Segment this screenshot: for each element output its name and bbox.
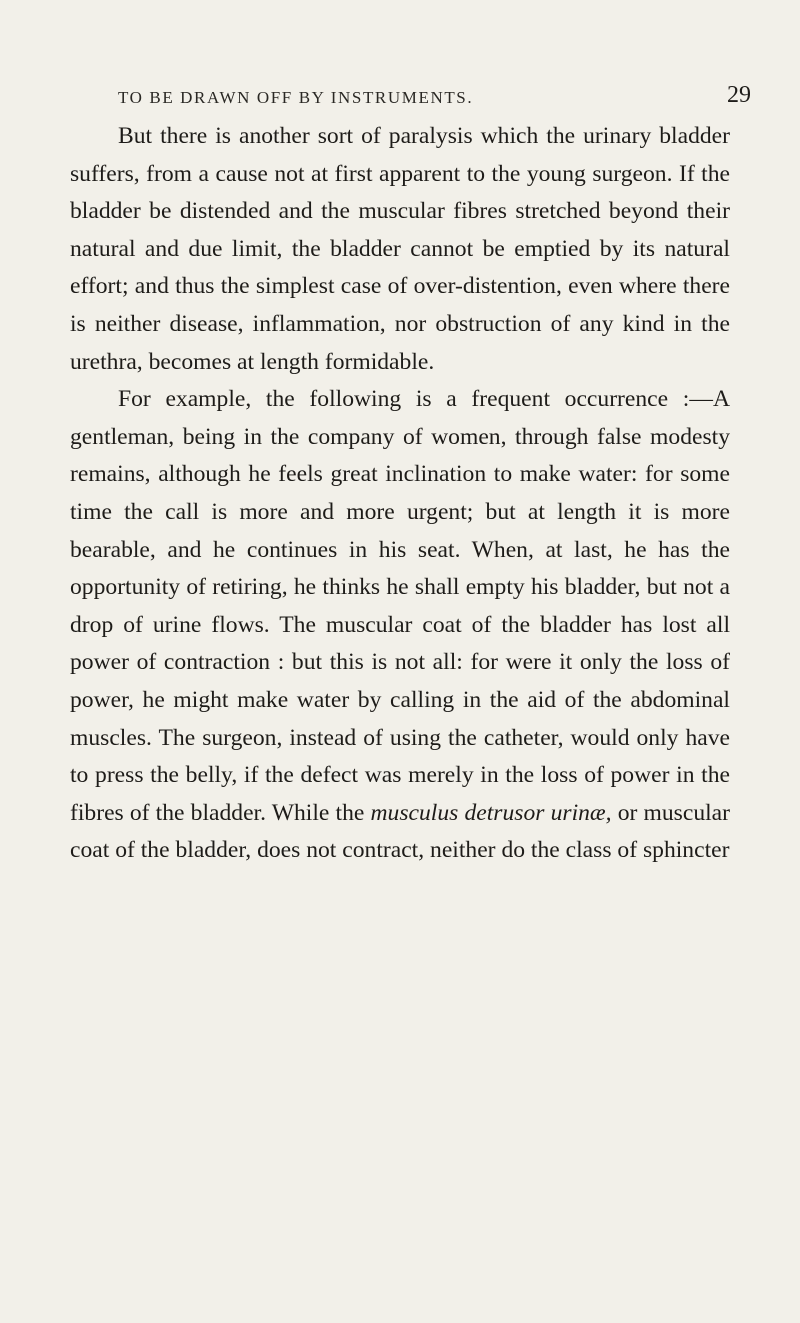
paragraph-2	[70, 381, 730, 870]
paragraph-2-text-a: For example, the following is a frequent occurrence :—A gentleman, being in the company of women, through false modesty remains, although he feels great inclination to make water: for some time the call is more and more urgent; but at length it is more bearable, and he continues in his seat. When, at last, he has the opportunity of retiring, he thinks he shall empty his bladder, but not a drop of urine flows. The muscular coat of the bladder has lost all power of contraction : but this is not all: for were it only the loss of power, he might make water by calling in the aid of the abdominal muscles. The surgeon, instead of using the catheter, would only have to press the belly, if the defect was merely in the loss of power in the fibres of the bladder. While the	[70, 386, 730, 826]
paragraph-2-text-b: or muscular coat of the bladder, does not contract, neither do the class of sphincter	[70, 799, 731, 864]
paragraph-2-latin-term: musculus detrusor urinæ,	[370, 799, 612, 826]
body-text	[70, 118, 730, 870]
running-head: TO BE DRAWN OFF BY INSTRUMENTS.	[118, 88, 474, 107]
paragraph-1: But there is another sort of paralysis which the urinary bladder suffers, from a cause not at first apparent to the young surgeon. If the bladder be distended and the muscular fibres stretched beyond their natural and due limit, the bladder cannot be emptied by its natural effort; and thus the simplest case of over-distention, even where there is neither disease, inflammation, nor obstruction of any kind in the urethra, becomes at length formidable.	[70, 123, 730, 375]
page-number: 29	[727, 82, 751, 108]
